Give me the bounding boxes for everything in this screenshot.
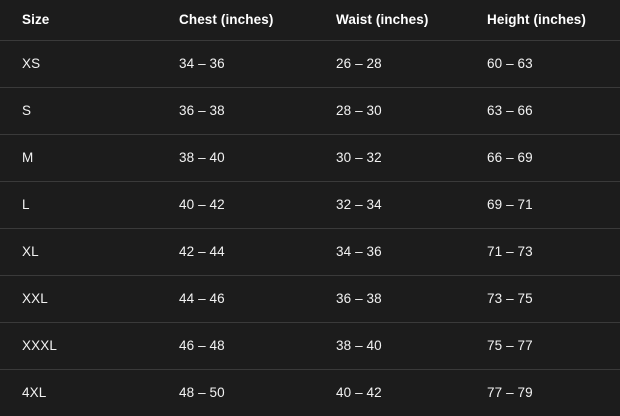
- table-row: [0, 228, 620, 275]
- cell-height: 60 – 63: [465, 40, 620, 87]
- cell-waist: 34 – 36: [314, 228, 465, 275]
- cell-waist: 36 – 38: [314, 275, 465, 322]
- cell-chest: 44 – 46: [157, 275, 314, 322]
- cell-chest: 46 – 48: [157, 322, 314, 369]
- cell-size: S: [0, 87, 157, 134]
- column-header-size: Size: [22, 12, 50, 28]
- cell-size: 4XL: [0, 369, 157, 416]
- cell-waist: 38 – 40: [314, 322, 465, 369]
- cell-waist: 40 – 42: [314, 369, 465, 416]
- cell-height: 63 – 66: [465, 87, 620, 134]
- cell-height: 71 – 73: [465, 228, 620, 275]
- cell-waist: 28 – 30: [314, 87, 465, 134]
- cell-chest: 40 – 42: [157, 181, 314, 228]
- table-row: [0, 134, 620, 181]
- cell-height: 75 – 77: [465, 322, 620, 369]
- table-body: [0, 40, 620, 416]
- table-row: [0, 275, 620, 322]
- cell-height: 69 – 71: [465, 181, 620, 228]
- cell-height: 77 – 79: [465, 369, 620, 416]
- cell-chest: 38 – 40: [157, 134, 314, 181]
- table-row: [0, 87, 620, 134]
- cell-waist: 26 – 28: [314, 40, 465, 87]
- cell-size: XL: [0, 228, 157, 275]
- cell-size: XXXL: [0, 322, 157, 369]
- table-row: [0, 181, 620, 228]
- cell-height: 73 – 75: [465, 275, 620, 322]
- column-header-chest: Chest (inches): [179, 12, 274, 28]
- cell-chest: 36 – 38: [157, 87, 314, 134]
- cell-chest: 34 – 36: [157, 40, 314, 87]
- cell-chest: 42 – 44: [157, 228, 314, 275]
- table-row: [0, 369, 620, 416]
- cell-height: 66 – 69: [465, 134, 620, 181]
- table-row: [0, 322, 620, 369]
- table-row: [0, 40, 620, 87]
- cell-chest: 48 – 50: [157, 369, 314, 416]
- cell-waist: 30 – 32: [314, 134, 465, 181]
- column-header-height: Height (inches): [487, 12, 587, 28]
- cell-size: XXL: [0, 275, 157, 322]
- table-header: [0, 0, 620, 40]
- cell-waist: 32 – 34: [314, 181, 465, 228]
- cell-size: XS: [0, 40, 157, 87]
- table-header-row: [0, 0, 620, 40]
- cell-size: L: [0, 181, 157, 228]
- cell-size: M: [0, 134, 157, 181]
- column-header-waist: Waist (inches): [336, 12, 429, 28]
